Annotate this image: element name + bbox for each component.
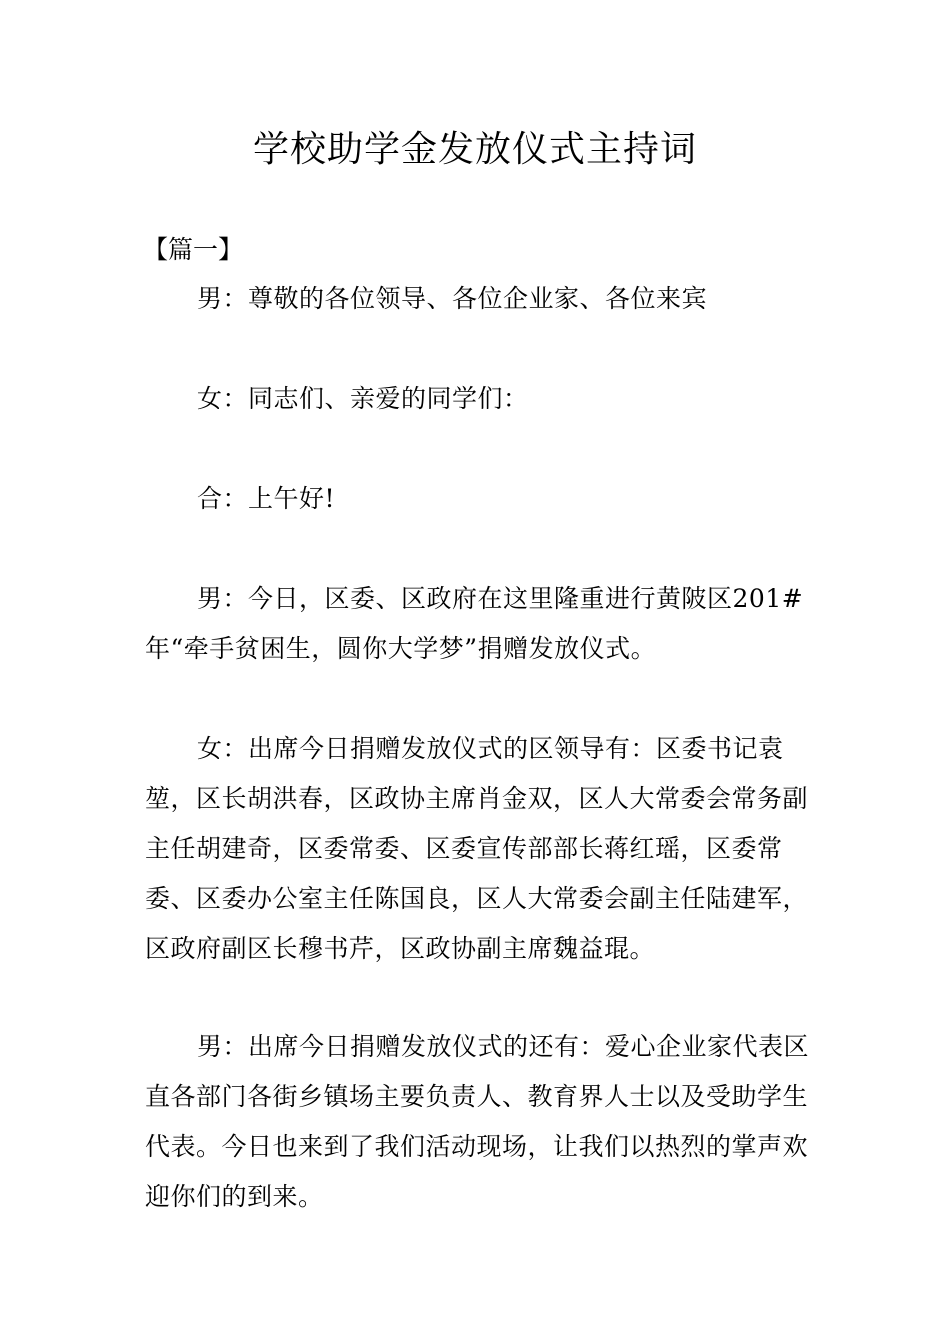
paragraph: 男：今日，区委、区政府在这里隆重进行黄陂区201#年“牵手贫困生，圆你大学梦”捐赠发放仪式。 bbox=[145, 584, 804, 663]
paragraph: 男：出席今日捐赠发放仪式的还有：爱心企业家代表区直各部门各街乡镇场主要负责人、教育界人士以及受助学生代表。今日也来到了我们活动现场，让我们以热烈的掌声欢迎你们的到来。 bbox=[145, 1032, 810, 1211]
paragraph: 合：上午好! bbox=[197, 484, 336, 513]
paragraph: 女：同志们、亲爱的同学们： bbox=[197, 384, 529, 413]
section-label: 【篇一】 bbox=[143, 235, 244, 264]
paragraph: 女：出席今日捐赠发放仪式的区领导有：区委书记袁堃，区长胡洪春，区政协主席肖金双，区人大常委会常务副主任胡建奇，区委常委、区委宣传部部长蒋红瑶，区委常委、区委办公室主任陈国良，区人大常委会副主任陆建军，区政府副区长穆书芹，区政协副主席魏益琨。 bbox=[145, 734, 809, 963]
paragraph: 男：尊敬的各位领导、各位企业家、各位来宾 bbox=[197, 284, 708, 313]
document-title: 学校助学金发放仪式主持词 bbox=[252, 129, 697, 170]
